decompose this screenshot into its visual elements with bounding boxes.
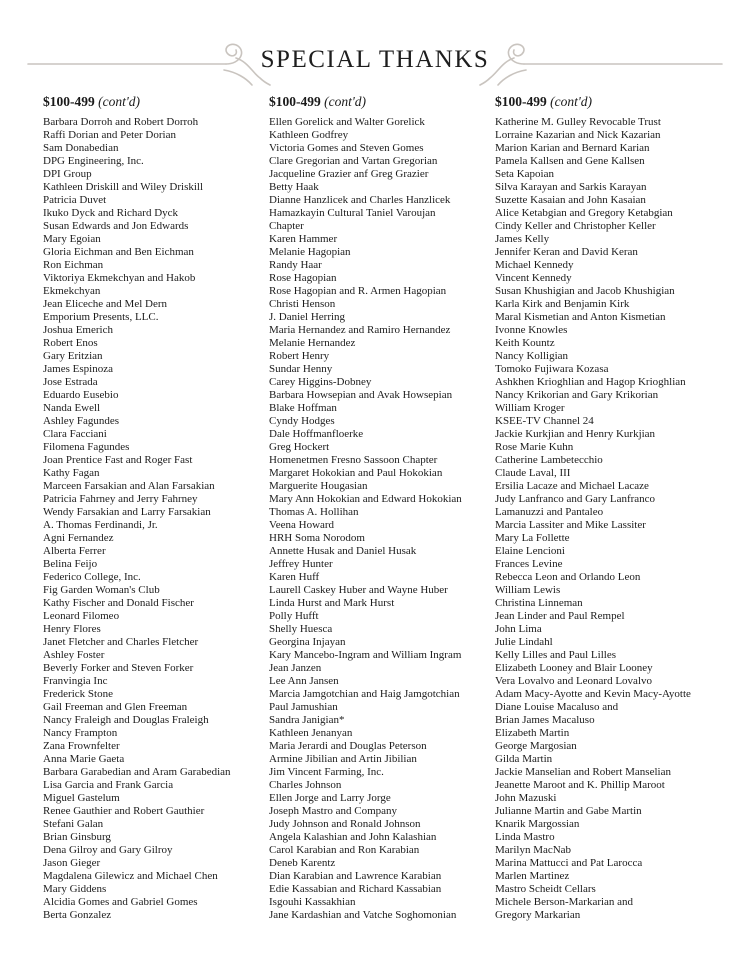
donor-name: Adam Macy-Ayotte and Kevin Macy-Ayotte (495, 688, 691, 700)
donor-name: J. Daniel Herring (269, 311, 346, 323)
donor-name: Leonard Filomeo (43, 610, 120, 622)
donor-name: Christina Linneman (495, 597, 583, 609)
donor-name: Dale Hoffmanfloerke (269, 428, 364, 440)
donor-name: Isgouhi Kassakhian (269, 896, 356, 908)
donor-name: Jackie Manselian and Robert Manselian (495, 766, 671, 778)
donor-name: Barbara Howsepian and Avak Howsepian (269, 389, 453, 401)
donor-name: Catherine Lambetecchio (495, 454, 603, 466)
donor-name: Miguel Gastelum (43, 792, 120, 804)
donor-name: Robert Enos (43, 337, 98, 349)
donor-name: Claude Laval, III (495, 467, 571, 479)
donor-name: Stefani Galan (43, 818, 104, 830)
donor-name: Gregory Markarian (495, 909, 581, 921)
donor-name: Alcidia Gomes and Gabriel Gomes (43, 896, 198, 908)
donor-name: Mary La Follette (495, 532, 570, 544)
donor-name: Charles Johnson (269, 779, 342, 791)
donor-name: Clare Gregorian and Vartan Gregorian (269, 155, 438, 167)
donor-name: Gary Eritzian (43, 350, 103, 362)
donor-name: Susan Edwards and Jon Edwards (43, 220, 189, 232)
donor-name: Jean Janzen (269, 662, 322, 674)
donor-name: Raffi Dorian and Peter Dorian (43, 129, 176, 141)
donor-name: Elaine Lencioni (495, 545, 565, 557)
donor-name: Tomoko Fujiwara Kozasa (495, 363, 609, 375)
donor-name: Jeanette Maroot and K. Phillip Maroot (495, 779, 665, 791)
donor-name: A. Thomas Ferdinandi, Jr. (43, 519, 158, 531)
donor-name: Lamanuzzi and Pantaleo (495, 506, 604, 518)
donor-name: Jennifer Keran and David Keran (495, 246, 638, 258)
donor-name: Ellen Gorelick and Walter Gorelick (269, 116, 425, 128)
donor-name: Deneb Karentz (269, 857, 336, 869)
donor-name: Agni Fernandez (43, 532, 114, 544)
donor-name: Federico College, Inc. (43, 571, 141, 583)
donor-name: Gail Freeman and Glen Freeman (43, 701, 188, 713)
donor-name: Ikuko Dyck and Richard Dyck (43, 207, 179, 219)
donor-name: Joseph Mastro and Company (269, 805, 398, 817)
continued-label: (cont'd) (324, 94, 366, 109)
donor-name: Jim Vincent Farming, Inc. (269, 766, 384, 778)
donor-name: Ivonne Knowles (495, 324, 568, 336)
donor-name: Jackie Kurkjian and Henry Kurkjian (495, 428, 656, 440)
donor-list (269, 116, 501, 922)
donor-list (43, 116, 275, 922)
donor-name: Ellen Jorge and Larry Jorge (269, 792, 391, 804)
donor-name: Emporium Presents, LLC. (43, 311, 159, 323)
column-heading (269, 94, 501, 116)
donor-name: Linda Mastro (495, 831, 555, 843)
donor-name: Renee Gauthier and Robert Gauthier (43, 805, 205, 817)
donor-name: KSEE-TV Channel 24 (495, 415, 594, 427)
donor-name: Cyndy Hodges (269, 415, 335, 427)
donor-name: Homenetmen Fresno Sassoon Chapter (269, 454, 438, 466)
donor-name: Georgina Injayan (269, 636, 346, 648)
donor-name: Barbara Garabedian and Aram Garabedian (43, 766, 231, 778)
donor-name: Eduardo Eusebio (43, 389, 119, 401)
donor-name: Jean Linder and Paul Rempel (495, 610, 625, 622)
donor-name: Betty Haak (269, 181, 319, 193)
donor-name: Knarik Margossian (495, 818, 580, 830)
donor-name: Carey Higgins-Dobney (269, 376, 372, 388)
donor-name: Magdalena Gilewicz and Michael Chen (43, 870, 218, 882)
donor-name: Seta Kapoian (495, 168, 554, 180)
donor-name: Melanie Hernandez (269, 337, 356, 349)
donor-name: Dian Karabian and Lawrence Karabian (269, 870, 442, 882)
donor-name: Anna Marie Gaeta (43, 753, 125, 765)
donor-name: Christi Henson (269, 298, 336, 310)
donor-name: Joan Prentice Fast and Roger Fast (43, 454, 193, 466)
donor-name: Armine Jibilian and Artin Jibilian (269, 753, 417, 765)
donor-list (495, 116, 727, 922)
donor-name: James Kelly (495, 233, 550, 245)
donor-name: Michele Berson-Markarian and (495, 896, 634, 908)
donor-name: Dena Gilroy and Gary Gilroy (43, 844, 173, 856)
donor-name: Lisa Garcia and Frank Garcia (43, 779, 174, 791)
donor-name: Maria Hernandez and Ramiro Hernandez (269, 324, 451, 336)
donor-name: DPI Group (43, 168, 92, 180)
donor-name: Carol Karabian and Ron Karabian (269, 844, 420, 856)
donor-name: Jeffrey Hunter (269, 558, 333, 570)
donor-name: Henry Flores (43, 623, 101, 635)
donor-name: Nancy Kolligian (495, 350, 569, 362)
donor-name: Gilda Martin (495, 753, 553, 765)
donor-name: Karen Hammer (269, 233, 338, 245)
donor-name: Alberta Ferrer (43, 545, 106, 557)
donor-name: William Lewis (495, 584, 561, 596)
donor-name: Kathy Fagan (43, 467, 100, 479)
donor-name: Franvingia Inc (43, 675, 108, 687)
donor-name: Greg Hockert (269, 441, 330, 453)
donor-name: Thomas A. Hollihan (269, 506, 359, 518)
giving-range: $100-499 (495, 94, 547, 109)
donor-name: Barbara Dorroh and Robert Dorroh (43, 116, 199, 128)
donor-name: Marion Karian and Bernard Karian (495, 142, 650, 154)
donor-name: Gloria Eichman and Ben Eichman (43, 246, 194, 258)
donor-name: Brian Ginsburg (43, 831, 111, 843)
donor-name: Rebecca Leon and Orlando Leon (495, 571, 641, 583)
donor-name: Marguerite Hougasian (269, 480, 368, 492)
donor-name: Elizabeth Martin (495, 727, 570, 739)
donor-name: Ashley Foster (43, 649, 105, 661)
donor-name: Kathleen Godfrey (269, 129, 349, 141)
donor-name: Polly Hufft (269, 610, 319, 622)
donor-name: Jose Estrada (43, 376, 98, 388)
column-heading (43, 94, 275, 116)
donor-name: Mary Giddens (43, 883, 107, 895)
donor-name: Beverly Forker and Steven Forker (43, 662, 194, 674)
donor-name: Janet Fletcher and Charles Fletcher (43, 636, 199, 648)
donor-name: Susan Khushigian and Jacob Khushigian (495, 285, 675, 297)
donor-name: Shelly Huesca (269, 623, 333, 635)
donor-name: Maral Kismetian and Anton Kismetian (495, 311, 666, 323)
donor-column-1 (43, 94, 275, 922)
donor-name: Julie Lindahl (495, 636, 553, 648)
donor-name: Chapter (269, 220, 304, 232)
donor-name: Kathy Fischer and Donald Fischer (43, 597, 194, 609)
donor-name: Zana Frownfelter (43, 740, 120, 752)
donor-name: Diane Louise Macaluso and (495, 701, 619, 713)
donor-name: Pamela Kallsen and Gene Kallsen (495, 155, 645, 167)
donor-name: Linda Hurst and Mark Hurst (269, 597, 395, 609)
donor-name: Ekmekchyan (43, 285, 101, 297)
donor-name: Ashkhen Krioghlian and Hagop Krioghlian (495, 376, 686, 388)
page-header (0, 38, 750, 88)
donor-name: George Margosian (495, 740, 577, 752)
giving-range: $100-499 (43, 94, 95, 109)
donor-name: John Mazuski (495, 792, 557, 804)
donor-name: Mary Ann Hokokian and Edward Hokokian (269, 493, 462, 505)
donor-name: Sam Donabedian (43, 142, 119, 154)
donor-name: Alice Ketabgian and Gregory Ketabgian (495, 207, 673, 219)
donor-name: Marina Mattucci and Pat Larocca (495, 857, 643, 869)
donor-name: Robert Henry (269, 350, 330, 362)
donor-name: Mastro Scheidt Cellars (495, 883, 596, 895)
donor-name: Suzette Kasaian and John Kasaian (495, 194, 646, 206)
donor-name: Sundar Henny (269, 363, 333, 375)
donor-column-2 (269, 94, 501, 922)
donor-name: Ron Eichman (43, 259, 104, 271)
donor-name: Veena Howard (269, 519, 335, 531)
donor-name: Kary Mancebo-Ingram and William Ingram (269, 649, 462, 661)
donor-name: Blake Hoffman (269, 402, 337, 414)
donor-name: Marcia Lassiter and Mike Lassiter (495, 519, 646, 531)
donor-name: Filomena Fagundes (43, 441, 130, 453)
donor-name: Kathleen Driskill and Wiley Driskill (43, 181, 204, 193)
donor-name: HRH Soma Norodom (269, 532, 365, 544)
donor-name: DPG Engineering, Inc. (43, 155, 144, 167)
donor-name: Vera Lovalvo and Leonard Lovalvo (495, 675, 652, 687)
continued-label: (cont'd) (98, 94, 140, 109)
donor-name: Maria Jerardi and Douglas Peterson (269, 740, 427, 752)
donor-name: Randy Haar (269, 259, 322, 271)
donor-name: Cindy Keller and Christopher Keller (495, 220, 656, 232)
donor-name: Annette Husak and Daniel Husak (269, 545, 417, 557)
donor-name: Rose Hagopian (269, 272, 337, 284)
donor-name: Nancy Frampton (43, 727, 118, 739)
donor-name: Kathleen Jenanyan (269, 727, 353, 739)
donor-name: Patricia Duvet (43, 194, 107, 206)
donor-name: Victoria Gomes and Steven Gomes (269, 142, 424, 154)
donor-name: Melanie Hagopian (269, 246, 351, 258)
donor-name: Hamazkayin Cultural Taniel Varoujan (269, 207, 436, 219)
donor-name: Nancy Krikorian and Gary Krikorian (495, 389, 659, 401)
donor-name: Angela Kalashian and John Kalashian (269, 831, 437, 843)
donor-name: Keith Kountz (495, 337, 555, 349)
donor-name: Ersilia Lacaze and Michael Lacaze (495, 480, 649, 492)
donor-name: Lee Ann Jansen (269, 675, 339, 687)
donor-name: Margaret Hokokian and Paul Hokokian (269, 467, 443, 479)
donor-name: Marilyn MacNab (495, 844, 572, 856)
donor-name: Ashley Fagundes (43, 415, 120, 427)
donor-name: Sandra Janigian* (269, 714, 345, 726)
donor-name: Frances Levine (495, 558, 563, 570)
donor-name: Silva Karayan and Sarkis Karayan (495, 181, 647, 193)
continued-label: (cont'd) (550, 94, 592, 109)
donor-name: Julianne Martin and Gabe Martin (495, 805, 642, 817)
donor-column-3 (495, 94, 727, 922)
donor-name: Rose Hagopian and R. Armen Hagopian (269, 285, 447, 297)
giving-range: $100-499 (269, 94, 321, 109)
donor-name: Fig Garden Woman's Club (43, 584, 160, 596)
donor-name: Edie Kassabian and Richard Kassabian (269, 883, 442, 895)
donor-name: Lorraine Kazarian and Nick Kazarian (495, 129, 661, 141)
donor-name: Karen Huff (269, 571, 320, 583)
column-heading (495, 94, 727, 116)
donor-name: Wendy Farsakian and Larry Farsakian (43, 506, 211, 518)
donor-name: Patricia Fahrney and Jerry Fahrney (43, 493, 198, 505)
donor-name: Kelly Lilles and Paul Lilles (495, 649, 616, 661)
donor-name: Karla Kirk and Benjamin Kirk (495, 298, 630, 310)
donor-name: Vincent Kennedy (495, 272, 572, 284)
donor-name: James Espinoza (43, 363, 113, 375)
donor-name: Dianne Hanzlicek and Charles Hanzlicek (269, 194, 451, 206)
donor-name: Jean Eliceche and Mel Dern (43, 298, 167, 310)
donor-name: Paul Jamushian (269, 701, 338, 713)
donor-name: Nanda Ewell (43, 402, 101, 414)
donor-name: Belina Feijo (43, 558, 98, 570)
donor-name: Elizabeth Looney and Blair Looney (495, 662, 653, 674)
right-scroll-ornament-icon (478, 38, 724, 88)
donor-name: Clara Facciani (43, 428, 107, 440)
donor-name: Michael Kennedy (495, 259, 574, 271)
donor-name: Frederick Stone (43, 688, 113, 700)
donor-name: Berta Gonzalez (43, 909, 112, 921)
donor-name: Judy Lanfranco and Gary Lanfranco (495, 493, 656, 505)
donor-name: William Kroger (495, 402, 565, 414)
donor-name: Laurell Caskey Huber and Wayne Huber (269, 584, 448, 596)
donor-name: Judy Johnson and Ronald Johnson (269, 818, 421, 830)
donor-name: John Lima (495, 623, 542, 635)
donor-name: Marlen Martinez (495, 870, 570, 882)
donor-name: Marcia Jamgotchian and Haig Jamgotchian (269, 688, 460, 700)
donor-name: Joshua Emerich (43, 324, 113, 336)
donor-name: Jane Kardashian and Vatche Soghomonian (269, 909, 457, 921)
donor-name: Mary Egoian (43, 233, 101, 245)
donor-name: Brian James Macaluso (495, 714, 595, 726)
donor-name: Rose Marie Kuhn (495, 441, 574, 453)
donor-name: Jacqueline Grazier anf Greg Grazier (269, 168, 429, 180)
donor-name: Viktoriya Ekmekchyan and Hakob (43, 272, 196, 284)
page-title: SPECIAL THANKS (260, 46, 490, 73)
donor-name: Marceen Farsakian and Alan Farsakian (43, 480, 215, 492)
donor-name: Nancy Fraleigh and Douglas Fraleigh (43, 714, 209, 726)
donor-name: Katherine M. Gulley Revocable Trust (495, 116, 661, 128)
donor-name: Jason Gieger (43, 857, 101, 869)
